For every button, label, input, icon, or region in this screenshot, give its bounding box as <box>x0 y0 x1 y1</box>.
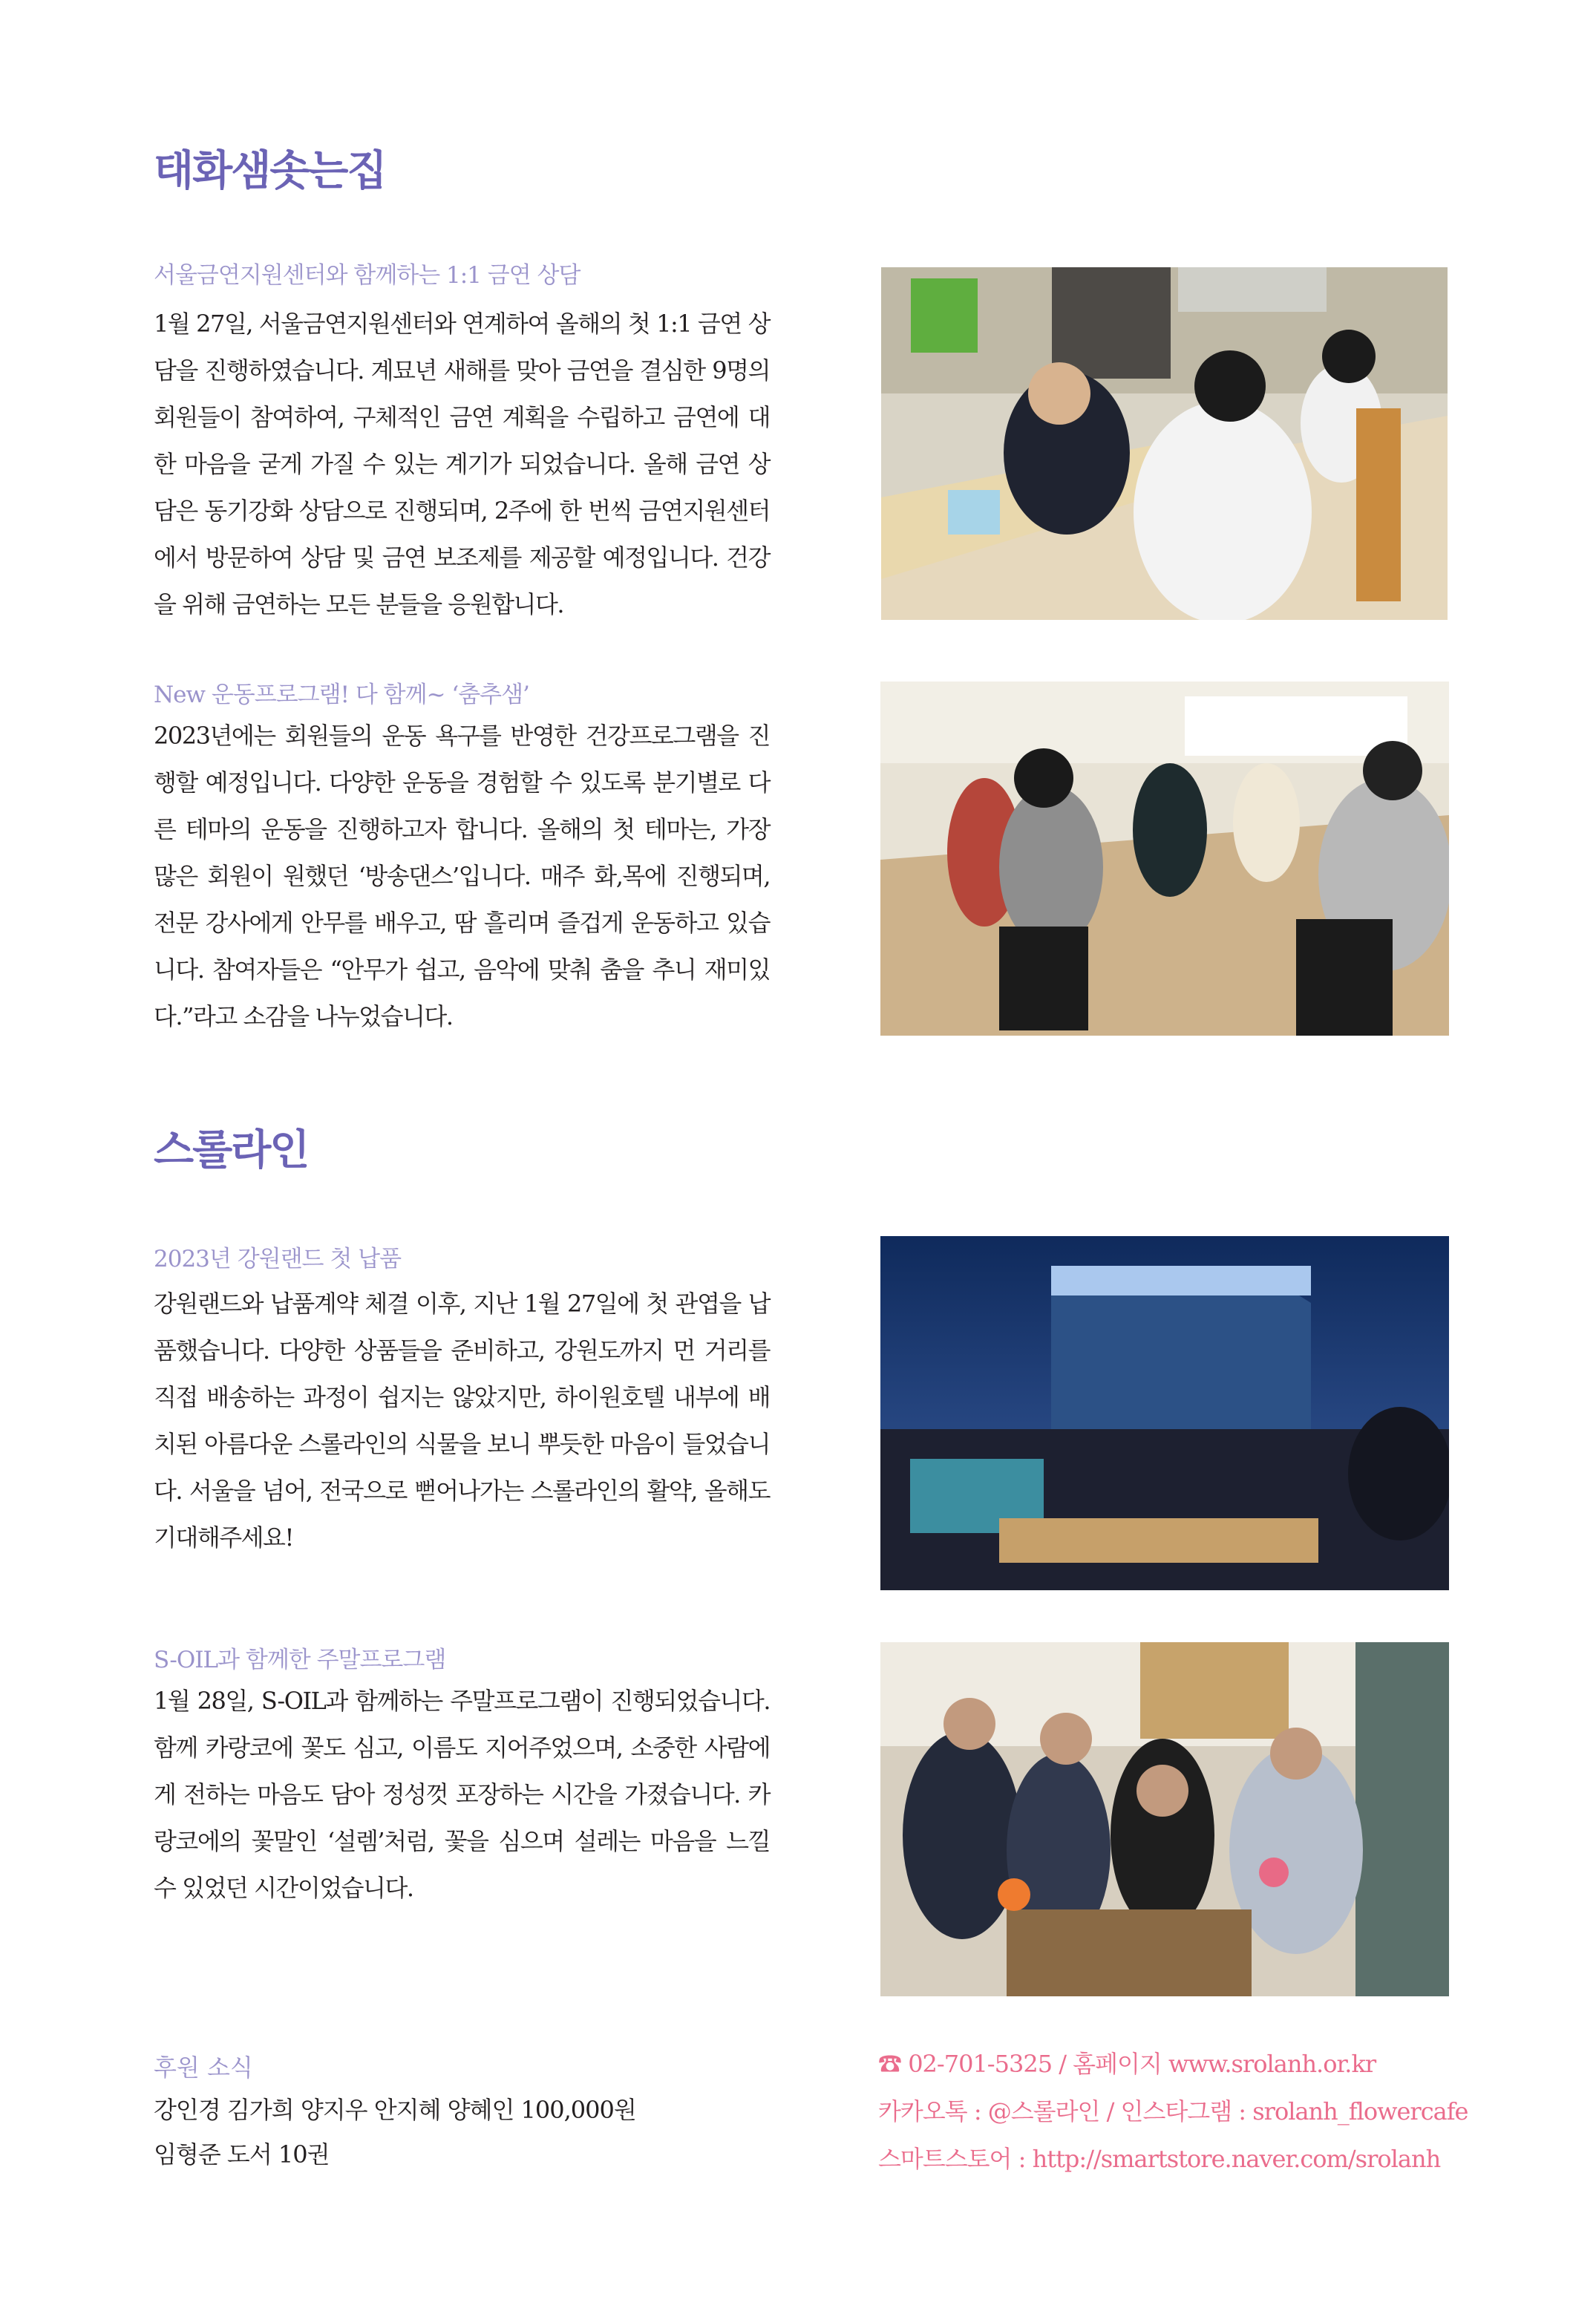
contact-phone-line <box>878 2040 1468 2088</box>
article-subtitle-kangwonland: 2023년 강원랜드 첫 납품 <box>154 1246 402 1272</box>
contact-line-3[interactable]: 스마트스토어 : http://smartstore.naver.com/srolanh <box>878 2145 1441 2173</box>
section-title-taehwa: 태화샘솟는집 <box>154 147 386 195</box>
photo-high1-hotel <box>880 1236 1449 1590</box>
photo-weekend-program <box>880 1642 1449 1996</box>
contact-line-2[interactable]: 카카오톡 : @스롤라인 / 인스타그램 : srolanh_flowercafe <box>878 2097 1468 2126</box>
sponsor-line-1: 강인경 김가희 양지우 안지혜 양혜인 100,000원 <box>154 2096 636 2124</box>
contact-line-1[interactable]: 02-701-5325 / 홈페이지 www.srolanh.or.kr <box>908 2050 1376 2078</box>
sponsor-line-2: 임형준 도서 10권 <box>154 2140 330 2169</box>
article-subtitle-dance: New 운동프로그램! 다 함께~ ‘춤추샘’ <box>154 682 529 708</box>
article-body-soil: 1월 28일, S-OIL과 함께하는 주말프로그램이 진행되었습니다. 함께 카랑코에 꽃도 심고, 이름도 지어주었으며, 소중한 사람에게 전하는 마음도 담아 정성껏 포장하는 시간을 가졌습니다. 카랑코에의 꽃말인 ‘설렘’처럼, 꽃을 심으며 설레는 마음을 느낄 수 있었던 시간이었습니다. <box>154 1687 770 1902</box>
sponsor-title: 후원 소식 <box>154 2053 253 2082</box>
article-subtitle-soil: S-OIL과 함께한 주말프로그램 <box>154 1647 446 1673</box>
contact-block <box>878 2040 1468 2183</box>
article-body-kangwonland: 강원랜드와 납품계약 체결 이후, 지난 1월 27일에 첫 관엽을 납품했습니다. 다양한 상품들을 준비하고, 강원도까지 먼 거리를 직접 배송하는 과정이 쉽지는 않았지만, 하이원호텔 내부에 배치된 아름다운 스롤라인의 식물을 보니 뿌듯한 마음이 들었습니다. 서울을 넘어, 전국으로 뻗어나가는 스롤라인의 활약, 올해도 기대해주세요! <box>154 1290 770 1552</box>
section-title-srolanh: 스롤라인 <box>154 1126 309 1174</box>
phone-icon: ☎ <box>878 2050 902 2078</box>
photo-dance-program <box>880 682 1449 1036</box>
article-body-dance: 2023년에는 회원들의 운동 욕구를 반영한 건강프로그램을 진행할 예정입니다. 다양한 운동을 경험할 수 있도록 분기별로 다른 테마의 운동을 진행하고자 합니다. 올해의 첫 테마는, 가장 많은 회원이 원했던 ‘방송댄스’입니다. 매주 화,목에 진행되며, 전문 강사에게 안무를 배우고, 땀 흘리며 즐겁게 운동하고 있습니다. 참여자들은 “안무가 쉽고, 음악에 맞춰 춤을 추니 재미있다.”라고 소감을 나누었습니다. <box>154 722 770 1030</box>
photo-smoking-counseling <box>881 267 1448 620</box>
article-subtitle-smoking: 서울금연지원센터와 함께하는 1:1 금연 상담 <box>154 262 580 289</box>
article-body-smoking: 1월 27일, 서울금연지원센터와 연계하여 올해의 첫 1:1 금연 상담을 진행하였습니다. 계묘년 새해를 맞아 금연을 결심한 9명의 회원들이 참여하여, 구체적인 금연 계획을 수립하고 금연에 대한 마음을 굳게 가질 수 있는 계기가 되었습니다. 올해 금연 상담은 동기강화 상담으로 진행되며, 2주에 한 번씩 금연지원센터에서 방문하여 상담 및 금연 보조제를 제공할 예정입니다. 건강을 위해 금연하는 모든 분들을 응원합니다. <box>154 310 770 618</box>
